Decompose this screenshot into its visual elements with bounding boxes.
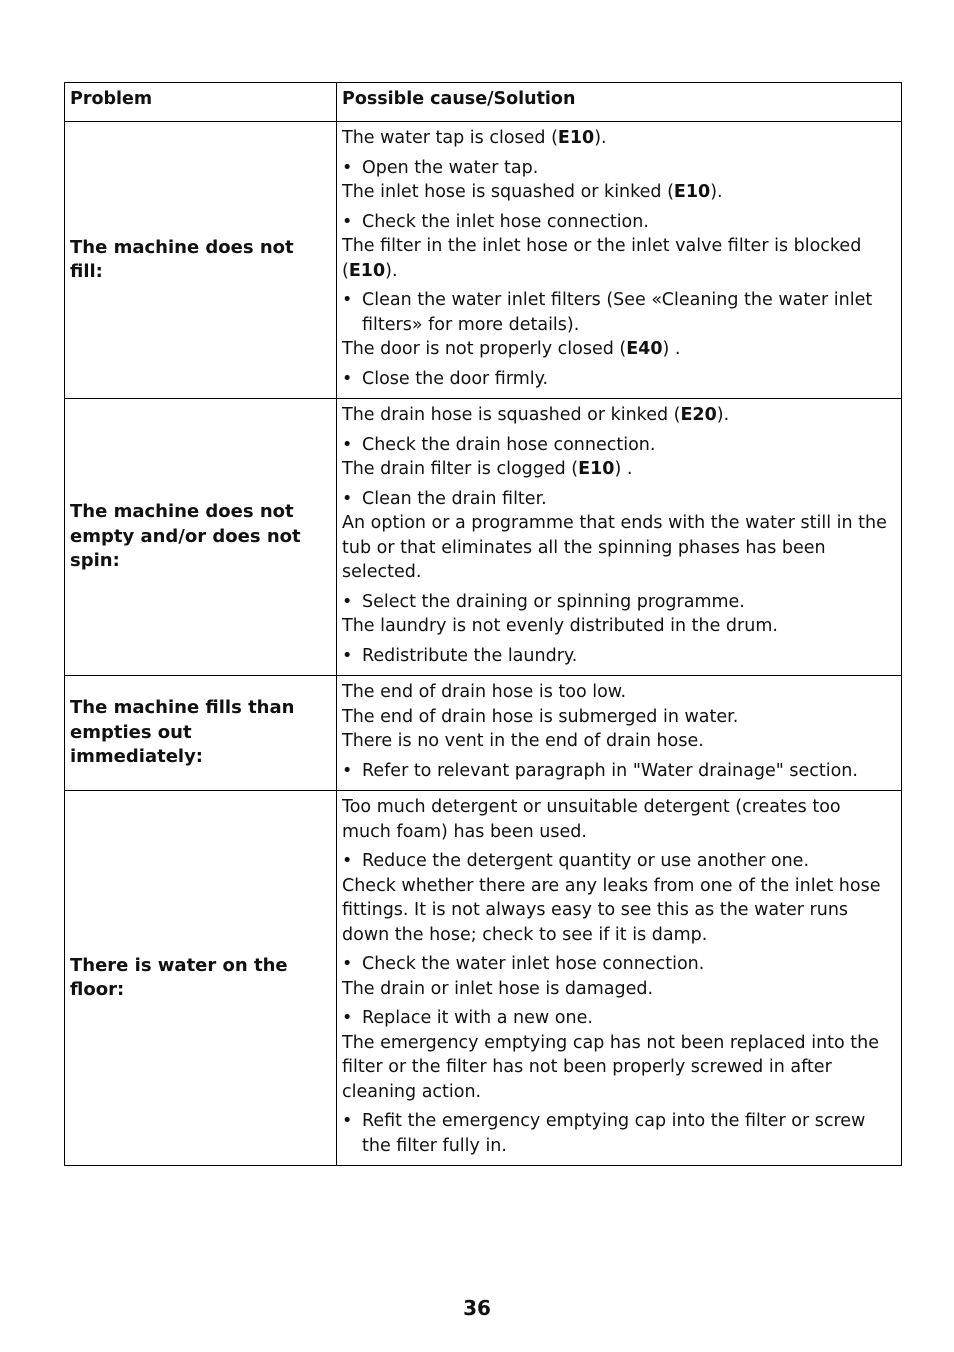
possible-cause: Check whether there are any leaks from one of the inlet hose fittings. It is not always easy to see this as the water runs down the hose; check to see if it is damp. [342, 875, 881, 945]
problem-cell: The machine does not fill: [65, 122, 337, 399]
solution-step: • Check the drain hose connection. [342, 433, 893, 458]
solution-cell [337, 791, 902, 1166]
problem-cell: The machine does not empty and/or does not spin: [65, 399, 337, 676]
possible-cause: The laundry is not evenly distributed in the drum. [342, 616, 778, 636]
solution-step: • Clean the water inlet filters (See «Cleaning the water inlet filters» for more details). [342, 288, 893, 337]
possible-cause: There is no vent in the end of drain hose. [342, 731, 704, 751]
troubleshooting-table [64, 82, 902, 1166]
cause-suffix: ) . [662, 339, 681, 359]
solution-step: • Open the water tap. [342, 156, 893, 181]
table-header-row [65, 83, 902, 122]
possible-cause: The end of drain hose is too low. [342, 682, 627, 702]
problem-cell: There is water on the floor: [65, 791, 337, 1166]
solution-step: • Select the draining or spinning programme. [342, 590, 893, 615]
solution-step: • Close the door firmly. [342, 367, 893, 392]
cause-text: The filter in the inlet hose or the inlet valve filter is blocked ( [342, 236, 862, 281]
cause-text: The door is not properly closed ( [342, 339, 627, 359]
error-code: E40 [626, 339, 663, 359]
error-code: E10 [348, 260, 386, 281]
cause-suffix: ) . [614, 459, 633, 479]
problem-cell: The machine fills than empties out immediately: [65, 676, 337, 791]
possible-cause [342, 337, 893, 362]
solution-step: • Refer to relevant paragraph in "Water drainage" section. [342, 759, 893, 784]
error-code: E10 [578, 459, 615, 479]
solution-cell [337, 676, 902, 791]
solution-step: • Check the inlet hose connection. [342, 210, 893, 235]
possible-cause [342, 126, 893, 151]
cause-text: The drain hose is squashed or kinked ( [342, 405, 681, 425]
solution-cell [337, 399, 902, 676]
possible-cause: Too much detergent or unsuitable detergent (creates too much foam) has been used. [342, 797, 841, 842]
solution-step: • Refit the emergency emptying cap into the filter or screw the filter fully in. [342, 1109, 893, 1158]
table-row [65, 791, 902, 1166]
cause-suffix: ). [385, 260, 398, 281]
page-number: 36 [463, 1296, 491, 1320]
solution-step: • Check the water inlet hose connection. [342, 952, 893, 977]
possible-cause: The drain or inlet hose is damaged. [342, 978, 654, 999]
solution-step: • Replace it with a new one. [342, 1006, 893, 1031]
possible-cause [342, 457, 893, 482]
table-row [65, 122, 902, 399]
cause-suffix: ). [594, 128, 607, 148]
solution-step: • Redistribute the laundry. [342, 644, 893, 669]
header-problem: Problem [65, 83, 337, 122]
cause-text: The inlet hose is squashed or kinked ( [342, 182, 674, 202]
error-code: E10 [557, 128, 595, 148]
solution-step: • Clean the drain filter. [342, 487, 893, 512]
table-row [65, 676, 902, 791]
error-code: E10 [673, 182, 711, 202]
solution-step: • Reduce the detergent quantity or use another one. [342, 849, 893, 874]
possible-cause: An option or a programme that ends with the water still in the tub or that eliminates all the spinning phases has been selected. [342, 513, 887, 582]
possible-cause [342, 180, 893, 205]
cause-suffix: ). [716, 405, 730, 425]
possible-cause [342, 234, 893, 283]
cause-suffix: ). [710, 182, 723, 202]
table-row [65, 399, 902, 676]
cause-text: The drain filter is clogged ( [342, 459, 579, 479]
possible-cause: The emergency emptying cap has not been replaced into the filter or the filter has not been properly screwed in after cleaning action. [342, 1032, 880, 1102]
header-solution: Possible cause/Solution [337, 83, 902, 122]
solution-cell [337, 122, 902, 399]
possible-cause [342, 403, 893, 428]
error-code: E20 [680, 405, 717, 425]
possible-cause: The end of drain hose is submerged in water. [342, 706, 739, 727]
cause-text: The water tap is closed ( [342, 128, 558, 148]
